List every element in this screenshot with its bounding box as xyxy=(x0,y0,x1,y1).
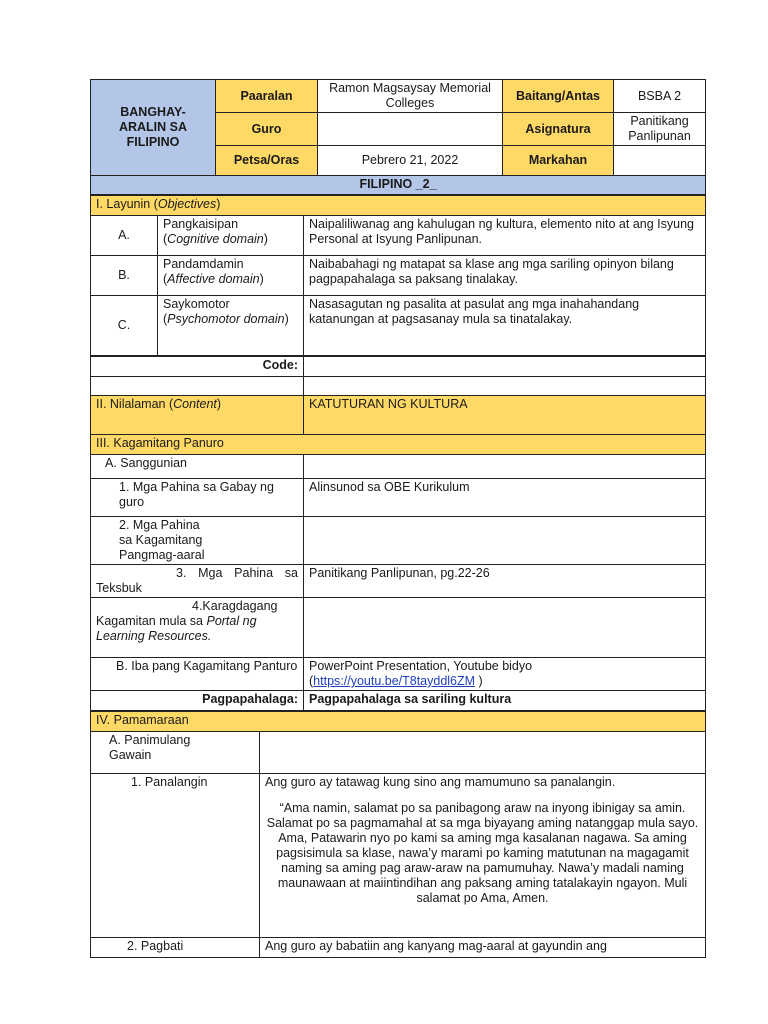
pagpapahalaga-value: Pagpapahalaga sa sariling kultura xyxy=(304,691,706,711)
iba-label: B. Iba pang Kagamitang Panturo xyxy=(91,658,304,691)
nilalaman-value: KATUTURAN NG KULTURA xyxy=(304,396,706,435)
spacer-cell xyxy=(91,377,304,396)
kagamitan-heading: III. Kagamitang Panuro xyxy=(91,435,706,455)
guro-value xyxy=(318,113,503,146)
layunin-letter: A. xyxy=(91,216,158,256)
kagamitan-item-value xyxy=(304,517,706,565)
paaralan-label: Paaralan xyxy=(216,80,318,113)
pamamaraan-heading: IV. Pamamaraan xyxy=(91,712,706,732)
guro-label: Guro xyxy=(216,113,318,146)
lesson-plan-sheet xyxy=(90,79,705,958)
kagamitan-item-value: Panitikang Panlipunan, pg.22-26 xyxy=(304,565,706,598)
markahan-value xyxy=(614,146,706,176)
petsa-value: Pebrero 21, 2022 xyxy=(318,146,503,176)
subject-bar: FILIPINO _2_ xyxy=(91,176,706,195)
panalangin-label: 1. Panalangin xyxy=(91,774,260,938)
panalangin-text xyxy=(260,774,706,938)
kagamitan-item-label: 2. Mga Pahina sa Kagamitang Pangmag-aaral xyxy=(91,517,304,565)
youtube-link[interactable]: https://youtu.be/T8tayddl6ZM xyxy=(313,674,476,688)
markahan-label: Markahan xyxy=(503,146,614,176)
document-title: BANGHAY- ARALIN SA FILIPINO xyxy=(91,80,216,176)
pamamaraan-table xyxy=(90,711,706,958)
panimulang-value xyxy=(260,732,706,774)
content-table xyxy=(90,356,706,711)
layunin-text: Naibabahagi ng matapat sa klase ang mga sariling opinyon bilang pagpapahalaga sa paksang tinalakay. xyxy=(304,256,706,296)
layunin-heading: I. Layunin (Objectives) xyxy=(91,196,706,216)
baitang-label: Baitang/Antas xyxy=(503,80,614,113)
code-value xyxy=(304,357,706,377)
layunin-domain: Saykomotor (Psychomotor domain) xyxy=(158,296,304,356)
baitang-value: BSBA 2 xyxy=(614,80,706,113)
code-label: Code: xyxy=(91,357,304,377)
petsa-label: Petsa/Oras xyxy=(216,146,318,176)
asignatura-value: Panitikang Panlipunan xyxy=(614,113,706,146)
layunin-letter: B. xyxy=(91,256,158,296)
layunin-domain: Pandamdamin (Affective domain) xyxy=(158,256,304,296)
spacer-cell xyxy=(304,377,706,396)
kagamitan-item-label: 4.Karagdagang Kagamitan mula sa Portal ng Learning Resources. xyxy=(91,598,304,658)
kagamitan-item-value: Alinsunod sa OBE Kurikulum xyxy=(304,479,706,517)
kagamitan-item-value xyxy=(304,598,706,658)
asignatura-label: Asignatura xyxy=(503,113,614,146)
sanggunian-label: A. Sanggunian xyxy=(91,455,304,479)
pagpapahalaga-label: Pagpapahalaga: xyxy=(91,691,304,711)
panalangin-prayer: “Ama namin, salamat po sa panibagong araw na inyong ibinigay sa amin. Salamat po sa pagmamahal at sa mga biyayang aming natanggap mula sayo. Ama, Patawarin nyo po kami sa aming mga kasalanan nagawa. Sa aming pagsisimula sa klase, nawa’y marami po kaming matutunan na magagamit naming sa aming pag araw-araw na pamumuhay. Nawa’y madali naming maunawaan at maiintindihan ang paksang aming tatalakayin ngayon. Muli salamat po Ama, Amen. xyxy=(266,801,699,905)
panimulang-label: A. Panimulang Gawain xyxy=(91,732,260,774)
panalangin-intro: Ang guro ay tatawag kung sino ang mamumuno sa panalangin. xyxy=(265,775,616,789)
kagamitan-item-label: 1. Mga Pahina sa Gabay ng guro xyxy=(91,479,304,517)
layunin-letter: C. xyxy=(91,296,158,356)
paaralan-value: Ramon Magsaysay Memorial Colleges xyxy=(318,80,503,113)
sanggunian-value xyxy=(304,455,706,479)
layunin-table xyxy=(90,195,706,356)
layunin-text: Naipaliliwanag ang kahulugan ng kultura, elemento nito at ang Isyung Personal at Isyung Panlipunan. xyxy=(304,216,706,256)
header-table xyxy=(90,79,706,195)
iba-value: PowerPoint Presentation, Youtube bidyo (https://youtu.be/T8tayddl6ZM ) xyxy=(304,658,706,691)
layunin-text: Nasasagutan ng pasalita at pasulat ang mga inahahandang katanungan at pagsasanay mula sa tinatalakay. xyxy=(304,296,706,356)
kagamitan-item-label: 3. Mga Pahina sa Teksbuk xyxy=(91,565,304,598)
nilalaman-heading: II. Nilalaman (Content) xyxy=(91,396,304,435)
pagbati-text: Ang guro ay babatiin ang kanyang mag-aaral at gayundin ang xyxy=(260,938,706,958)
layunin-domain: Pangkaisipan (Cognitive domain) xyxy=(158,216,304,256)
pagbati-label: 2. Pagbati xyxy=(91,938,260,958)
